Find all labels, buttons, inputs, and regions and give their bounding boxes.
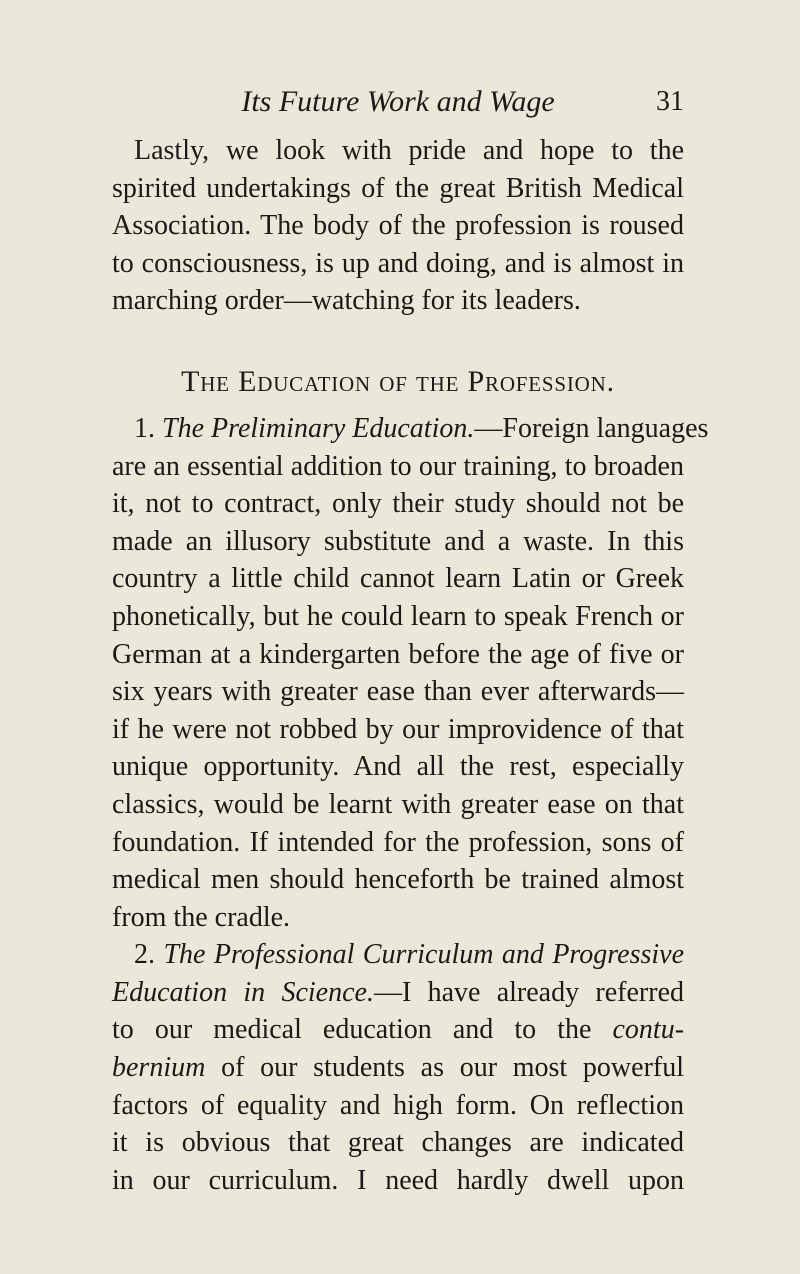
text-line: it, not to contract, only their study should not be — [112, 488, 684, 520]
text-line: if he were not robbed by our improvidence of that — [112, 713, 684, 745]
text-line: six years with greater ease than ever afterwards— — [112, 676, 684, 708]
text-fragment: —I have already referred — [373, 976, 684, 1008]
text-line: made an illusory substitute and a waste. In this — [112, 525, 684, 557]
text-line — [112, 1011, 684, 1049]
text-line: foundation. If intended for the profession, sons of — [112, 826, 684, 858]
text-line: unique opportunity. And all the rest, especially — [112, 751, 684, 783]
text-line — [112, 410, 709, 448]
section-title: The Preliminary Education. — [162, 412, 475, 444]
text-line: Lastly, we look with pride and hope to the — [134, 135, 684, 166]
text-fragment: —Foreign languages — [474, 412, 709, 444]
text-line: from the cradle. — [112, 901, 291, 933]
page-header — [112, 80, 684, 124]
text-line: phonetically, but he could learn to speak French or — [112, 600, 684, 632]
intro-paragraph — [112, 132, 684, 320]
text-line: are an essential addition to our training, to broaden — [112, 450, 684, 482]
text-line: in our curriculum. I need hardly dwell upon — [112, 1164, 684, 1196]
text-line: spirited undertakings of the great British Medical — [112, 172, 684, 204]
text-line: factors of equality and high form. On reflection — [112, 1089, 684, 1121]
text-fragment: to our medical education and to the — [112, 1014, 592, 1046]
text-line: Association. The body of the profession is roused — [112, 210, 684, 242]
text-line: classics, would be learnt with greater ease on that — [112, 788, 684, 820]
text-line: medical men should henceforth be trained almost — [112, 864, 684, 896]
section-professional-curriculum — [112, 936, 684, 1199]
running-head: Its Future Work and Wage — [241, 85, 555, 118]
section-heading: The Education of the Profession. — [181, 364, 615, 398]
italic-term: bernium — [112, 1052, 206, 1084]
text-line: marching order—watching for its leaders. — [112, 285, 581, 317]
text-line: country a little child cannot learn Latin or Greek — [112, 563, 684, 595]
page-number: 31 — [656, 86, 684, 117]
text-line — [112, 974, 684, 1012]
text-line — [112, 936, 684, 974]
text-line: to consciousness, is up and doing, and is almost in — [112, 247, 684, 279]
text-line: German at a kindergarten before the age of five or — [112, 638, 684, 670]
section-title: The Professional Curriculum and Progressive — [163, 939, 685, 971]
body-text — [112, 132, 709, 1199]
text-fragment: of our students as our most powerful — [221, 1052, 685, 1084]
text-line — [112, 1049, 684, 1087]
italic-term: contu- — [612, 1014, 685, 1046]
section-title-continued: Education in Science. — [112, 976, 374, 1008]
section-preliminary-education — [112, 410, 709, 936]
section-number: 1. — [134, 412, 155, 444]
text-line: it is obvious that great changes are indicated — [112, 1127, 684, 1159]
section-number: 2. — [134, 939, 155, 971]
